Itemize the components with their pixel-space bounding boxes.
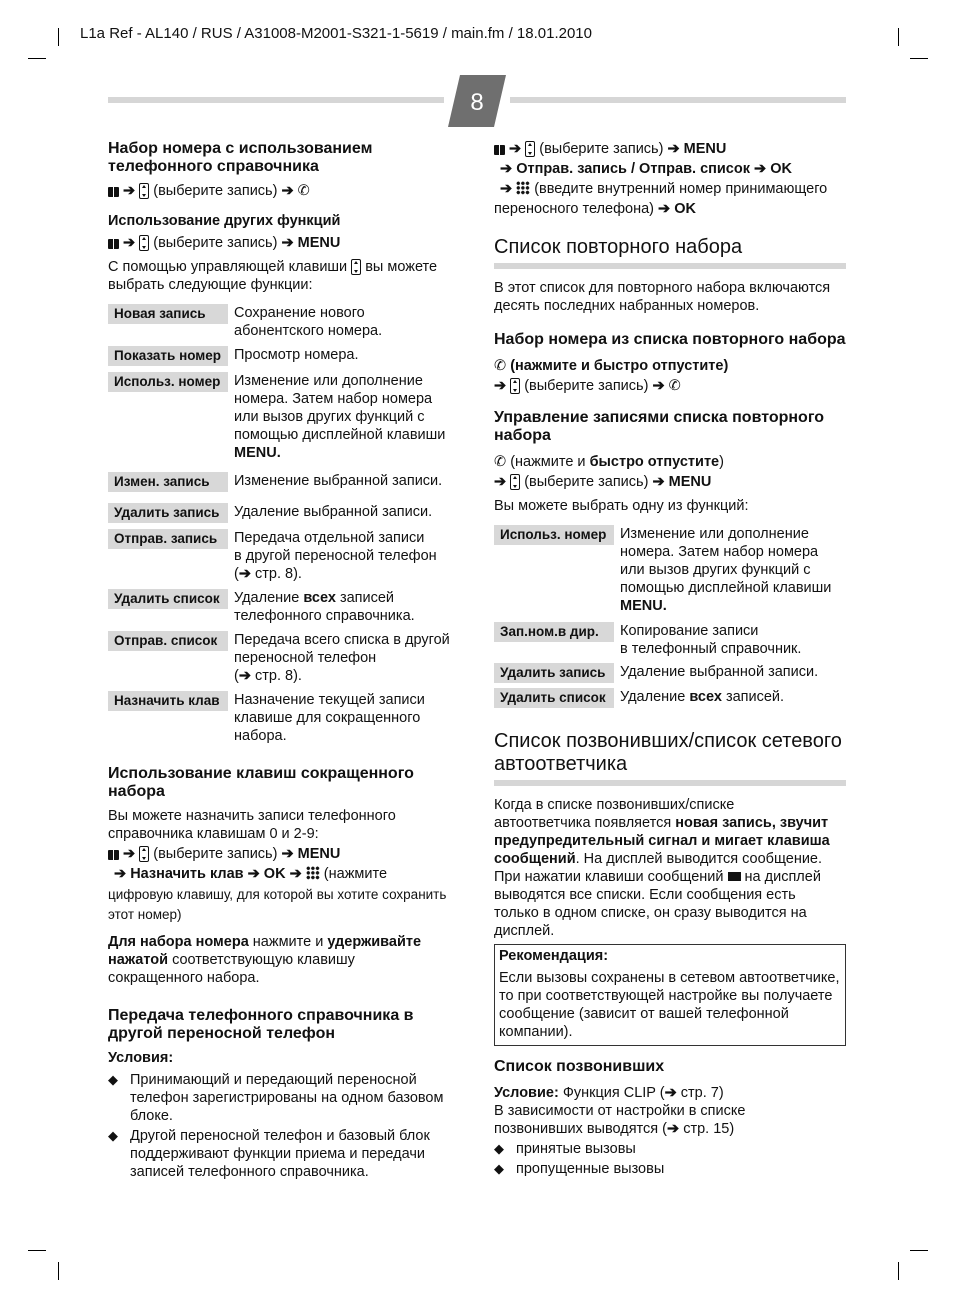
arrow-icon: ➔ xyxy=(281,846,294,862)
arrow-icon: ➔ xyxy=(667,141,680,157)
table-key: Отправ. список xyxy=(108,631,228,651)
instruction-line: ➔ Назначить клав ➔ OK ➔ (нажмите xyxy=(114,866,388,882)
keypad-icon xyxy=(306,866,320,880)
nav-key-icon xyxy=(351,259,361,275)
recommendation-box xyxy=(494,944,846,1046)
table-value: Изменение выбранной записи. xyxy=(234,473,443,489)
table-key: Удалить список xyxy=(494,688,614,708)
instruction-line: ➔ (выберите запись) ➔ ✆ xyxy=(494,378,681,394)
heading-rule xyxy=(494,780,846,786)
table-value: Назначение текущей записи клавише для сокращенного набора. xyxy=(234,692,425,744)
instruction-line: ➔ Отправ. запись / Отправ. список ➔ OK xyxy=(500,161,792,177)
section-title: Набор номера с использованием телефонного справочника xyxy=(108,140,373,175)
paragraph: Для набора номера нажмите и удерживайте нажатой соответствующую клавишу сокращенного набора. xyxy=(108,934,422,986)
instruction-line: ✆ (нажмите и быстро отпустите) xyxy=(494,358,729,374)
paragraph: Вы можете выбрать одну из функций: xyxy=(494,498,749,514)
arrow-icon: ➔ xyxy=(652,378,665,394)
phonebook-icon xyxy=(108,187,119,197)
arrow-icon: ➔ xyxy=(123,846,136,862)
crop-mark xyxy=(898,28,899,46)
message-icon xyxy=(728,872,741,881)
arrow-icon: ➔ xyxy=(123,183,136,199)
header-rule-right xyxy=(510,97,846,103)
talk-key-icon: ✆ xyxy=(494,454,507,470)
list-item: ◆ пропущенные вызовы xyxy=(494,1160,846,1178)
section-title: Набор номера из списка повторного набора xyxy=(494,331,846,348)
table-value: Удаление всех записей телефонного справочника. xyxy=(234,590,415,624)
table-value: Удаление всех записей. xyxy=(620,689,785,705)
paragraph: Когда в списке позвонивших/списке автоответчика появляется новая запись, звучит предупредительный сигнал и мигает клавиша сообщений. На дисплей выводится сообщение. xyxy=(494,797,830,867)
arrow-icon: ➔ xyxy=(289,866,302,882)
arrow-icon: ➔ xyxy=(114,866,127,882)
list-item: ◆ принятые вызовы xyxy=(494,1140,846,1158)
nav-key-icon xyxy=(510,378,520,394)
nav-key-icon xyxy=(525,141,535,157)
crop-mark xyxy=(58,28,59,46)
section-title: Использование клавиш сокращенного набора xyxy=(108,765,414,800)
paragraph: Вы можете назначить записи телефонного справочника клавишам 0 и 2-9: xyxy=(108,808,396,842)
list-item: ◆ Другой переносной телефон и базовый блок поддерживают функции приема и передачи записей телефонного справочника. xyxy=(108,1127,460,1181)
table-key: Удалить запись xyxy=(494,663,614,683)
right-column xyxy=(494,140,846,1178)
arrow-icon: ➔ xyxy=(494,474,507,490)
talk-key-icon: ✆ xyxy=(494,358,507,374)
table-value: Сохранение нового абонентского номера. xyxy=(234,305,383,339)
instruction-line: ➔ (выберите запись) ➔ MENU xyxy=(108,234,460,252)
crop-mark xyxy=(910,58,928,59)
crop-mark xyxy=(898,1262,899,1280)
paragraph: С помощью управляющей клавиши вы можете выбрать следующие функции: xyxy=(108,259,438,293)
arrow-icon: ➔ xyxy=(754,161,767,177)
arrow-icon: ➔ xyxy=(247,866,260,882)
paragraph: В зависимости от настройки в списке позвонивших выводятся (➔ стр. 15) xyxy=(494,1103,746,1137)
talk-key-icon: ✆ xyxy=(668,378,681,394)
section-heading: Список позвонивших/список сетевого автоответчика xyxy=(494,730,842,775)
keypad-icon xyxy=(516,181,530,195)
left-column xyxy=(108,140,460,1181)
table-value: Изменение или дополнение номера. Затем набор номера или вызов других функций с помощью дисплейной клавиши MENU. xyxy=(620,526,832,614)
table-key: Зап.ном.в дир. xyxy=(494,622,614,642)
arrow-icon: ➔ xyxy=(664,1085,677,1101)
arrow-icon: ➔ xyxy=(238,668,251,684)
nav-key-icon xyxy=(510,474,520,490)
table-value: Изменение или дополнение номера. Затем набор номера или вызов других функций с помощью дисплейной клавиши MENU. xyxy=(234,373,446,461)
table-value: Просмотр номера. xyxy=(234,347,359,363)
nav-key-icon xyxy=(139,235,149,251)
crop-mark xyxy=(28,58,46,59)
arrow-icon: ➔ xyxy=(494,378,507,394)
arrow-icon: ➔ xyxy=(500,181,513,197)
arrow-icon: ➔ xyxy=(238,566,251,582)
section-title: Передача телефонного справочника в другой переносной телефон xyxy=(108,1007,414,1042)
instruction-line: переносного телефона) ➔ OK xyxy=(494,201,696,217)
table-key: Использ. номер xyxy=(108,372,228,392)
arrow-icon: ➔ xyxy=(123,235,136,251)
section-title: Управление записями списка повторного набора xyxy=(494,409,825,444)
paragraph: В этот список для повторного набора включаются десять последних набранных номеров. xyxy=(494,280,831,314)
table-key: Новая запись xyxy=(108,304,228,324)
nav-key-icon xyxy=(139,183,149,199)
instruction-line: ✆ (нажмите и быстро отпустите) xyxy=(494,454,724,470)
instruction-line: ➔ (выберите запись) ➔ ✆ xyxy=(108,182,460,200)
page-number: 8 xyxy=(470,89,484,116)
table-value: Передача отдельной записи в другой переносной телефон (➔ стр. 8). xyxy=(234,530,437,582)
nav-key-icon xyxy=(139,846,149,862)
table-key: Удалить запись xyxy=(108,503,228,523)
instruction-line: ➔ (выберите запись) ➔ MENU xyxy=(494,140,846,158)
crop-mark xyxy=(28,1250,46,1251)
instruction-line: ➔ (введите внутренний номер принимающего xyxy=(500,181,828,197)
list-item: ◆ Принимающий и передающий переносной телефон зарегистрированы на одном базовом блоке. xyxy=(108,1071,460,1125)
arrow-icon: ➔ xyxy=(667,1121,680,1137)
arrow-icon: ➔ xyxy=(500,161,513,177)
functions-table xyxy=(108,304,460,745)
arrow-icon: ➔ xyxy=(281,235,294,251)
phonebook-icon xyxy=(494,145,505,155)
crop-mark xyxy=(58,1262,59,1280)
arrow-icon: ➔ xyxy=(652,474,665,490)
table-key: Удалить список xyxy=(108,589,228,609)
arrow-icon: ➔ xyxy=(281,183,294,199)
heading-rule xyxy=(494,263,846,269)
table-value: Передача всего списка в другой переносной телефон (➔ стр. 8). xyxy=(234,632,450,684)
arrow-icon: ➔ xyxy=(509,141,522,157)
section-title: Список позвонивших xyxy=(494,1058,665,1075)
functions-table xyxy=(494,525,846,708)
page-number-badge xyxy=(448,75,506,127)
table-value: Копирование записи в телефонный справочник. xyxy=(620,623,802,657)
phonebook-icon xyxy=(108,850,119,860)
header-rule-left xyxy=(108,97,444,103)
crop-mark xyxy=(910,1250,928,1251)
table-key: Отправ. запись xyxy=(108,529,228,549)
table-value: Удаление выбранной записи. xyxy=(620,664,819,680)
talk-key-icon: ✆ xyxy=(297,183,310,199)
subsection-title: Использование других функций xyxy=(108,213,341,229)
table-value: Удаление выбранной записи. xyxy=(234,504,433,520)
conditions-label: Условия: xyxy=(108,1050,174,1066)
paragraph: цифровую клавишу, для которой вы хотите сохранить этот номер) xyxy=(108,887,447,922)
note-text: Если вызовы сохранены в сетевом автоответчике, то при соответствующей настройке вы получаете сообщение (зависит от вашей телефонной компании). xyxy=(499,970,840,1040)
section-heading: Список повторного набора xyxy=(494,236,743,258)
table-key: Измен. запись xyxy=(108,472,228,492)
arrow-icon: ➔ xyxy=(658,201,671,217)
paragraph: Условие: Функция CLIP (➔ стр. 7) xyxy=(494,1085,724,1101)
file-header: L1a Ref - AL140 / RUS / A31008-M2001-S321-1-5619 / main.fm / 18.01.2010 xyxy=(80,25,592,42)
instruction-line: ➔ (выберите запись) ➔ MENU xyxy=(494,474,712,490)
table-key: Назначить клав xyxy=(108,691,228,711)
instruction-line: ➔ (выберите запись) ➔ MENU xyxy=(108,845,460,863)
table-key: Использ. номер xyxy=(494,525,614,545)
table-key: Показать номер xyxy=(108,346,228,366)
paragraph: При нажатии клавиши сообщений на дисплей выводятся все списки. Если сообщения есть только в одном списке, он сразу выводится на дисплей. xyxy=(494,869,821,939)
phonebook-icon xyxy=(108,239,119,249)
note-title: Рекомендация: xyxy=(499,948,609,964)
